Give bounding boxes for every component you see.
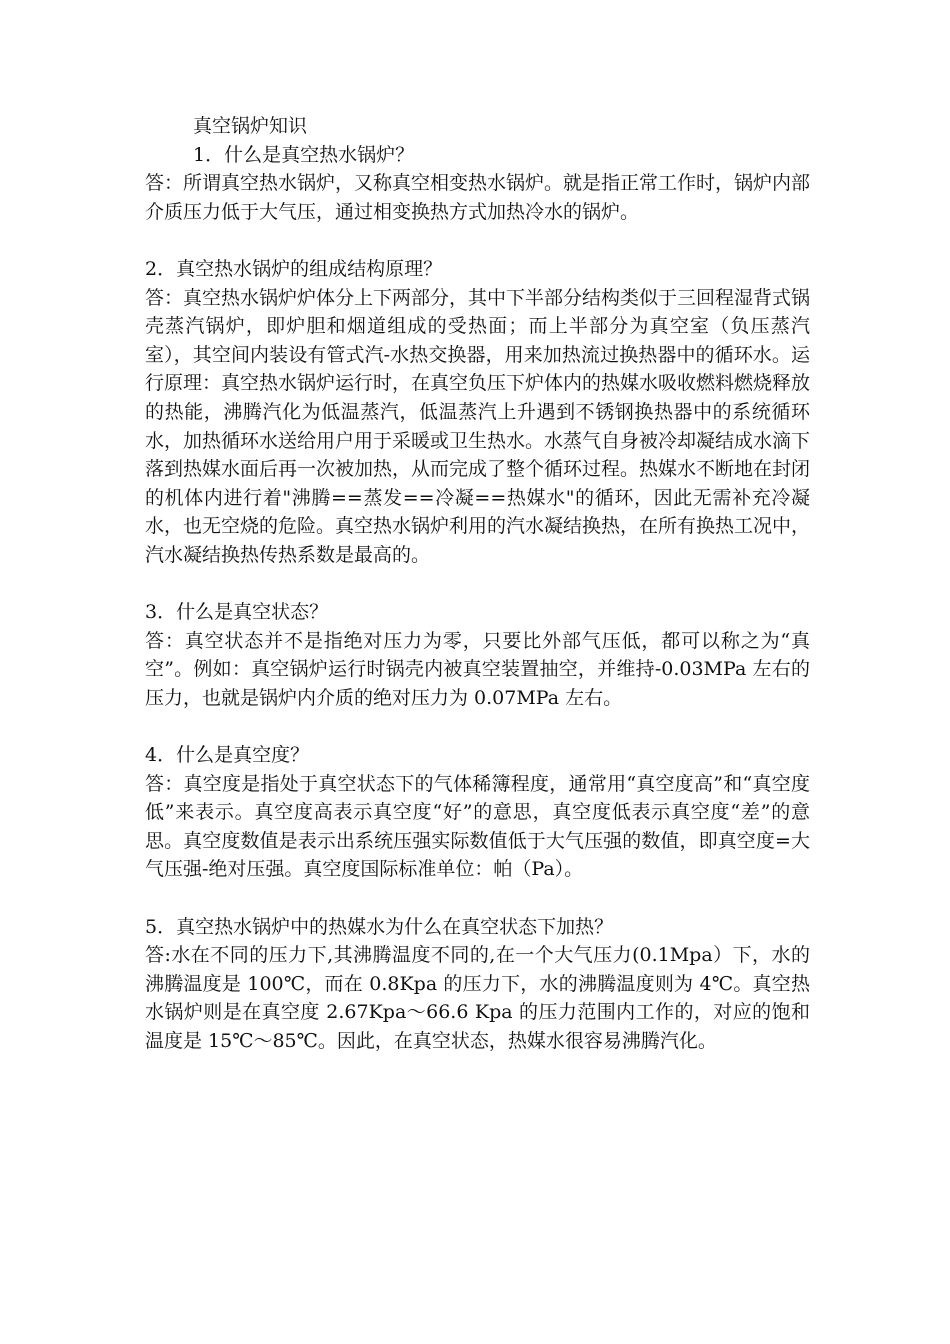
answer-5: 答:水在不同的压力下,其沸腾温度不同的,在一个大气压力(0.1Mpa）下，水的沸腾温度是 100℃，而在 0.8Kpa 的压力下，水的沸腾温度则为 4℃。真空热水锅炉则是在真空度 2.67Kpa～66.6 Kpa 的压力范围内工作的，对应的饱和温度是 15℃～85℃。因此，在真空状态，热媒水很容易沸腾汽化。 [145, 944, 810, 1052]
question-2: 2．真空热水锅炉的组成结构原理？ [145, 257, 443, 280]
paragraph-gap [145, 226, 810, 255]
answer-2: 答：真空热水锅炉炉体分上下两部分，其中下半部分结构类似于三回程湿背式锅壳蒸汽锅炉，即炉胆和烟道组成的受热面；而上半部分为真空室（负压蒸汽室），其空间内装设有管式汽-水热交换器，用来加热流过换热器中的循环水。运行原理：真空热水锅炉运行时，在真空负压下炉体内的热媒水吸收燃料燃烧释放的热能，沸腾汽化为低温蒸汽，低温蒸汽上升遇到不锈钢换热器中的系统循环水，加热循环水送给用户用于采暖或卫生热水。水蒸气自身被冷却凝结成水滴下落到热媒水面后再一次被加热，从而完成了整个循环过程。热媒水不断地在封闭的机体内进行着"沸腾==蒸发==冷凝==热媒水"的循环，因此无需补充冷凝水，也无空烧的危险。真空热水锅炉利用的汽水凝结换热，在所有换热工况中，汽水凝结换热传热系数是最高的。 [145, 286, 811, 566]
question-4: 4．什么是真空度？ [145, 744, 310, 767]
question-1: 1．什么是真空热水锅炉？ [193, 143, 415, 166]
question-5: 5．真空热水锅炉中的热媒水为什么在真空状态下加热？ [145, 915, 614, 938]
paragraph-gap [145, 712, 810, 741]
paragraph-gap [145, 570, 810, 599]
document-title: 真空锅炉知识 [193, 115, 308, 137]
document-page [145, 112, 810, 1056]
answer-4: 答：真空度是指处于真空状态下的气体稀簿程度，通常用“真空度高”和“真空度低”来表示。真空度高表示真空度“好”的意思，真空度低表示真空度“差”的意思。真空度数值是表示出系统压强实际数值低于大气压强的数值，即真空度=大气压强-绝对压强。真空度国际标准单位：帕（Pa）。 [145, 772, 810, 881]
question-3: 3．什么是真空状态？ [145, 601, 329, 624]
paragraph-gap [145, 884, 810, 913]
answer-1: 答：所谓真空热水锅炉，又称真空相变热水锅炉。就是指正常工作时，锅炉内部介质压力低于大气压，通过相变换热方式加热冷水的锅炉。 [145, 172, 811, 223]
answer-3: 答：真空状态并不是指绝对压力为零，只要比外部气压低，都可以称之为“真空”。例如：真空锅炉运行时锅壳内被真空装置抽空，并维持-0.03MPa 左右的压力，也就是锅炉内介质的绝对压力为 0.07MPa 左右。 [145, 629, 810, 709]
